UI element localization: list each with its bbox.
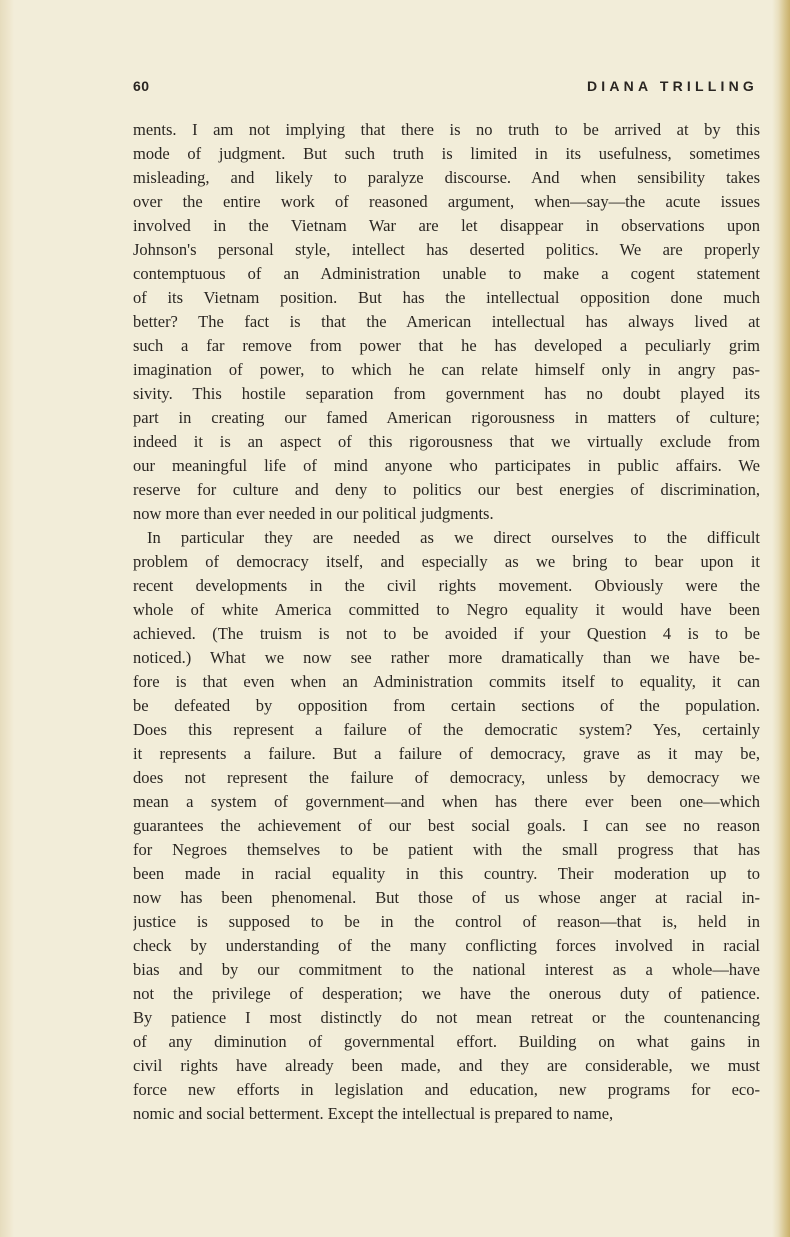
text-line: misleading, and likely to paralyze discourse. And when sensibility takes	[133, 168, 760, 187]
text-line: In particular they are needed as we direct ourselves to the difficult	[147, 528, 760, 547]
text-line: mean a system of government—and when has there ever been one—which	[133, 792, 760, 811]
text-line: reserve for culture and deny to politics our best energies of discrimination,	[133, 480, 760, 499]
paragraph-2	[133, 526, 760, 1126]
text-line: noticed.) What we now see rather more dramatically than we have be-	[133, 648, 760, 667]
text-line: fore is that even when an Administration commits itself to equality, it can	[133, 672, 760, 691]
text-line: guarantees the achievement of our best social goals. I can see no reason	[133, 816, 760, 835]
text-line: bias and by our commitment to the national interest as a whole—have	[133, 960, 760, 979]
text-line: contemptuous of an Administration unable to make a cogent statement	[133, 264, 760, 283]
body-text	[133, 118, 760, 1126]
text-line: been made in racial equality in this country. Their moderation up to	[133, 864, 760, 883]
text-line: part in creating our famed American rigorousness in matters of culture;	[133, 408, 760, 427]
text-line: Johnson's personal style, intellect has deserted politics. We are properly	[133, 240, 760, 259]
page-edge-left	[0, 0, 14, 1237]
text-line: our meaningful life of mind anyone who participates in public affairs. We	[133, 456, 760, 475]
text-line: involved in the Vietnam War are let disappear in observations upon	[133, 216, 760, 235]
text-line: does not represent the failure of democracy, unless by democracy we	[133, 768, 760, 787]
text-line: ments. I am not implying that there is no truth to be arrived at by this	[133, 120, 760, 139]
running-head: DIANA TRILLING	[586, 78, 758, 94]
text-line: of any diminution of governmental effort. Building on what gains in	[133, 1032, 760, 1051]
text-line: of its Vietnam position. But has the intellectual opposition done much	[133, 288, 760, 307]
text-line: now has been phenomenal. But those of us whose anger at racial in-	[133, 888, 760, 907]
page-number: 60	[133, 78, 150, 94]
text-line: such a far remove from power that he has developed a peculiarly grim	[133, 336, 760, 355]
text-line: civil rights have already been made, and they are considerable, we must	[133, 1056, 760, 1075]
text-line: sivity. This hostile separation from government has no doubt played its	[133, 384, 760, 403]
text-line: nomic and social betterment. Except the intellectual is prepared to name,	[133, 1104, 614, 1123]
text-line: it represents a failure. But a failure of democracy, grave as it may be,	[133, 744, 760, 763]
text-line: not the privilege of desperation; we have the onerous duty of patience.	[133, 984, 760, 1003]
text-line: justice is supposed to be in the control of reason—that is, held in	[133, 912, 760, 931]
text-line: force new efforts in legislation and education, new programs for eco-	[133, 1080, 760, 1099]
text-line: better? The fact is that the American intellectual has always lived at	[133, 312, 760, 331]
text-line: recent developments in the civil rights movement. Obviously were the	[133, 576, 760, 595]
text-line: for Negroes themselves to be patient with the small progress that has	[133, 840, 760, 859]
text-line: be defeated by opposition from certain sections of the population.	[133, 696, 760, 715]
text-line: indeed it is an aspect of this rigorousness that we virtually exclude from	[133, 432, 760, 451]
text-line: now more than ever needed in our political judgments.	[133, 504, 494, 523]
page-edge-right	[772, 0, 790, 1237]
text-line: mode of judgment. But such truth is limited in its usefulness, sometimes	[133, 144, 760, 163]
paragraph-1	[133, 118, 760, 526]
text-line: whole of white America committed to Negro equality it would have been	[133, 600, 760, 619]
text-line: check by understanding of the many conflicting forces involved in racial	[133, 936, 760, 955]
text-line: imagination of power, to which he can relate himself only in angry pas-	[133, 360, 760, 379]
text-line: over the entire work of reasoned argument, when—say—the acute issues	[133, 192, 760, 211]
text-line: achieved. (The truism is not to be avoided if your Question 4 is to be	[133, 624, 760, 643]
text-line: By patience I most distinctly do not mean retreat or the countenancing	[133, 1008, 760, 1027]
page-header	[133, 78, 758, 102]
text-line: problem of democracy itself, and especially as we bring to bear upon it	[133, 552, 760, 571]
text-line: Does this represent a failure of the democratic system? Yes, certainly	[133, 720, 760, 739]
